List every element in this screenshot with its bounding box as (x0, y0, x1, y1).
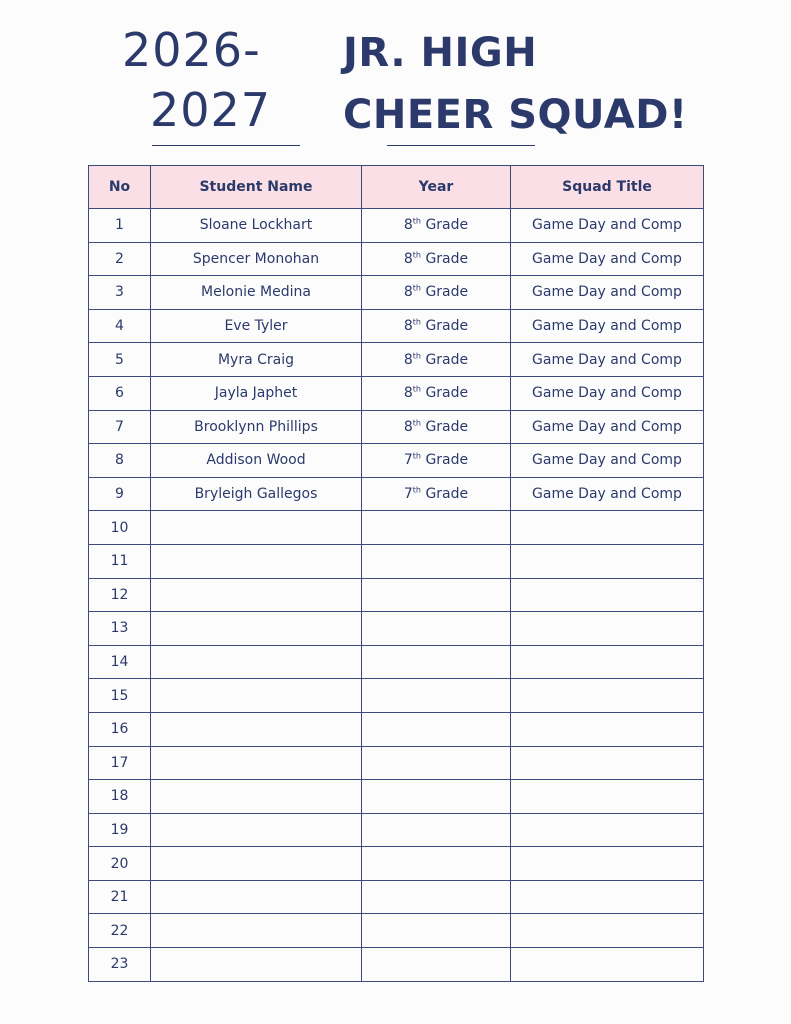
student-name-cell (151, 780, 362, 814)
student-name-cell: Bryleigh Gallegos (151, 477, 362, 511)
title-line-1: JR. HIGH (343, 30, 538, 76)
grade-ordinal-suffix: th (412, 485, 421, 495)
school-year-start: 2026- (122, 23, 261, 77)
table-row (89, 948, 704, 982)
squad-title-cell (511, 780, 704, 814)
row-number: 14 (89, 645, 151, 679)
grade-ordinal-suffix: th (412, 351, 421, 361)
student-name-cell (151, 645, 362, 679)
row-number: 20 (89, 847, 151, 881)
row-number: 4 (89, 309, 151, 343)
squad-title-cell (511, 746, 704, 780)
grade-ordinal-suffix: th (412, 384, 421, 394)
row-number: 6 (89, 376, 151, 410)
grade-word: Grade (421, 250, 469, 267)
table-row (89, 578, 704, 612)
year-cell (362, 477, 511, 511)
row-number: 15 (89, 679, 151, 713)
year-cell (362, 578, 511, 612)
row-number: 17 (89, 746, 151, 780)
student-name-cell: Myra Craig (151, 343, 362, 377)
grade-word: Grade (421, 318, 469, 335)
title-line-2: CHEER SQUAD! (343, 92, 688, 138)
squad-title-cell (511, 948, 704, 982)
grade-ordinal-suffix: th (412, 451, 421, 461)
year-cell (362, 276, 511, 310)
row-number: 1 (89, 209, 151, 243)
grade-ordinal-suffix: th (412, 216, 421, 226)
squad-title-cell (511, 578, 704, 612)
grade-number: 7 (403, 452, 413, 469)
year-cell (362, 880, 511, 914)
student-name-cell (151, 880, 362, 914)
year-cell (362, 612, 511, 646)
row-number: 10 (89, 511, 151, 545)
year-cell (362, 746, 511, 780)
student-name-cell: Addison Wood (151, 444, 362, 478)
grade-ordinal-suffix: th (412, 317, 421, 327)
squad-title-cell (511, 813, 704, 847)
grade-word: Grade (421, 385, 469, 402)
year-cell (362, 309, 511, 343)
row-number: 16 (89, 712, 151, 746)
squad-title-cell (511, 712, 704, 746)
grade-number: 7 (403, 486, 413, 503)
row-number: 9 (89, 477, 151, 511)
title-underline (387, 145, 535, 146)
column-header-squad-title: Squad Title (511, 166, 704, 209)
squad-title-cell (511, 847, 704, 881)
row-number: 19 (89, 813, 151, 847)
table-row (89, 712, 704, 746)
year-cell (362, 544, 511, 578)
table-row (89, 444, 704, 478)
student-name-cell: Spencer Monohan (151, 242, 362, 276)
student-name-cell (151, 847, 362, 881)
grade-number: 8 (403, 318, 413, 335)
school-year-end: 2027 (150, 83, 272, 137)
squad-title-cell: Game Day and Comp (511, 376, 704, 410)
grade-number: 8 (403, 250, 413, 267)
table-row (89, 242, 704, 276)
table-row (89, 376, 704, 410)
year-cell (362, 343, 511, 377)
row-number: 7 (89, 410, 151, 444)
table-row (89, 477, 704, 511)
year-cell (362, 511, 511, 545)
row-number: 11 (89, 544, 151, 578)
student-name-cell (151, 914, 362, 948)
student-name-cell (151, 612, 362, 646)
squad-title-cell: Game Day and Comp (511, 444, 704, 478)
grade-word: Grade (421, 284, 469, 301)
table-row (89, 780, 704, 814)
page-title (343, 22, 688, 146)
year-cell (362, 780, 511, 814)
table-row (89, 880, 704, 914)
squad-title-cell: Game Day and Comp (511, 209, 704, 243)
student-name-cell: Melonie Medina (151, 276, 362, 310)
squad-title-cell (511, 914, 704, 948)
table-row (89, 209, 704, 243)
row-number: 12 (89, 578, 151, 612)
year-cell (362, 813, 511, 847)
year-cell (362, 209, 511, 243)
row-number: 13 (89, 612, 151, 646)
grade-word: Grade (421, 486, 469, 503)
year-cell (362, 712, 511, 746)
row-number: 22 (89, 914, 151, 948)
year-cell (362, 679, 511, 713)
student-name-cell (151, 679, 362, 713)
row-number: 5 (89, 343, 151, 377)
student-name-cell: Eve Tyler (151, 309, 362, 343)
squad-title-cell (511, 544, 704, 578)
table-row (89, 309, 704, 343)
table-row (89, 746, 704, 780)
grade-word: Grade (421, 351, 469, 368)
student-name-cell (151, 948, 362, 982)
squad-title-cell (511, 511, 704, 545)
squad-title-cell: Game Day and Comp (511, 477, 704, 511)
student-name-cell: Sloane Lockhart (151, 209, 362, 243)
row-number: 2 (89, 242, 151, 276)
grade-number: 8 (403, 385, 413, 402)
student-name-cell (151, 712, 362, 746)
squad-title-cell (511, 612, 704, 646)
year-cell (362, 948, 511, 982)
table-row (89, 645, 704, 679)
table-header-row (89, 166, 704, 209)
table-row (89, 914, 704, 948)
squad-title-cell: Game Day and Comp (511, 276, 704, 310)
grade-word: Grade (421, 217, 469, 234)
grade-word: Grade (421, 452, 469, 469)
grade-number: 8 (403, 217, 413, 234)
squad-title-cell: Game Day and Comp (511, 242, 704, 276)
student-name-cell (151, 746, 362, 780)
row-number: 23 (89, 948, 151, 982)
table-row (89, 511, 704, 545)
squad-title-cell (511, 880, 704, 914)
year-cell (362, 242, 511, 276)
table-row (89, 612, 704, 646)
table-row (89, 679, 704, 713)
table-row (89, 813, 704, 847)
squad-title-cell (511, 679, 704, 713)
grade-ordinal-suffix: th (412, 250, 421, 260)
row-number: 21 (89, 880, 151, 914)
squad-title-cell (511, 645, 704, 679)
student-name-cell (151, 511, 362, 545)
squad-title-cell: Game Day and Comp (511, 410, 704, 444)
table-row (89, 343, 704, 377)
squad-title-cell: Game Day and Comp (511, 343, 704, 377)
grade-number: 8 (403, 418, 413, 435)
table-row (89, 276, 704, 310)
student-name-cell: Jayla Japhet (151, 376, 362, 410)
grade-number: 8 (403, 284, 413, 301)
row-number: 18 (89, 780, 151, 814)
row-number: 3 (89, 276, 151, 310)
school-year (122, 20, 302, 140)
year-cell (362, 914, 511, 948)
grade-ordinal-suffix: th (412, 283, 421, 293)
column-header-student-name: Student Name (151, 166, 362, 209)
student-name-cell (151, 544, 362, 578)
column-header-no: No (89, 166, 151, 209)
year-cell (362, 444, 511, 478)
squad-title-cell: Game Day and Comp (511, 309, 704, 343)
student-name-cell: Brooklynn Phillips (151, 410, 362, 444)
student-name-cell (151, 578, 362, 612)
year-cell (362, 847, 511, 881)
year-cell (362, 410, 511, 444)
grade-word: Grade (421, 418, 469, 435)
table-row (89, 410, 704, 444)
row-number: 8 (89, 444, 151, 478)
year-cell (362, 376, 511, 410)
student-name-cell (151, 813, 362, 847)
year-cell (362, 645, 511, 679)
table-row (89, 847, 704, 881)
grade-number: 8 (403, 351, 413, 368)
column-header-year: Year (362, 166, 511, 209)
roster-table (88, 165, 704, 982)
year-underline (152, 145, 300, 146)
grade-ordinal-suffix: th (412, 418, 421, 428)
table-row (89, 544, 704, 578)
